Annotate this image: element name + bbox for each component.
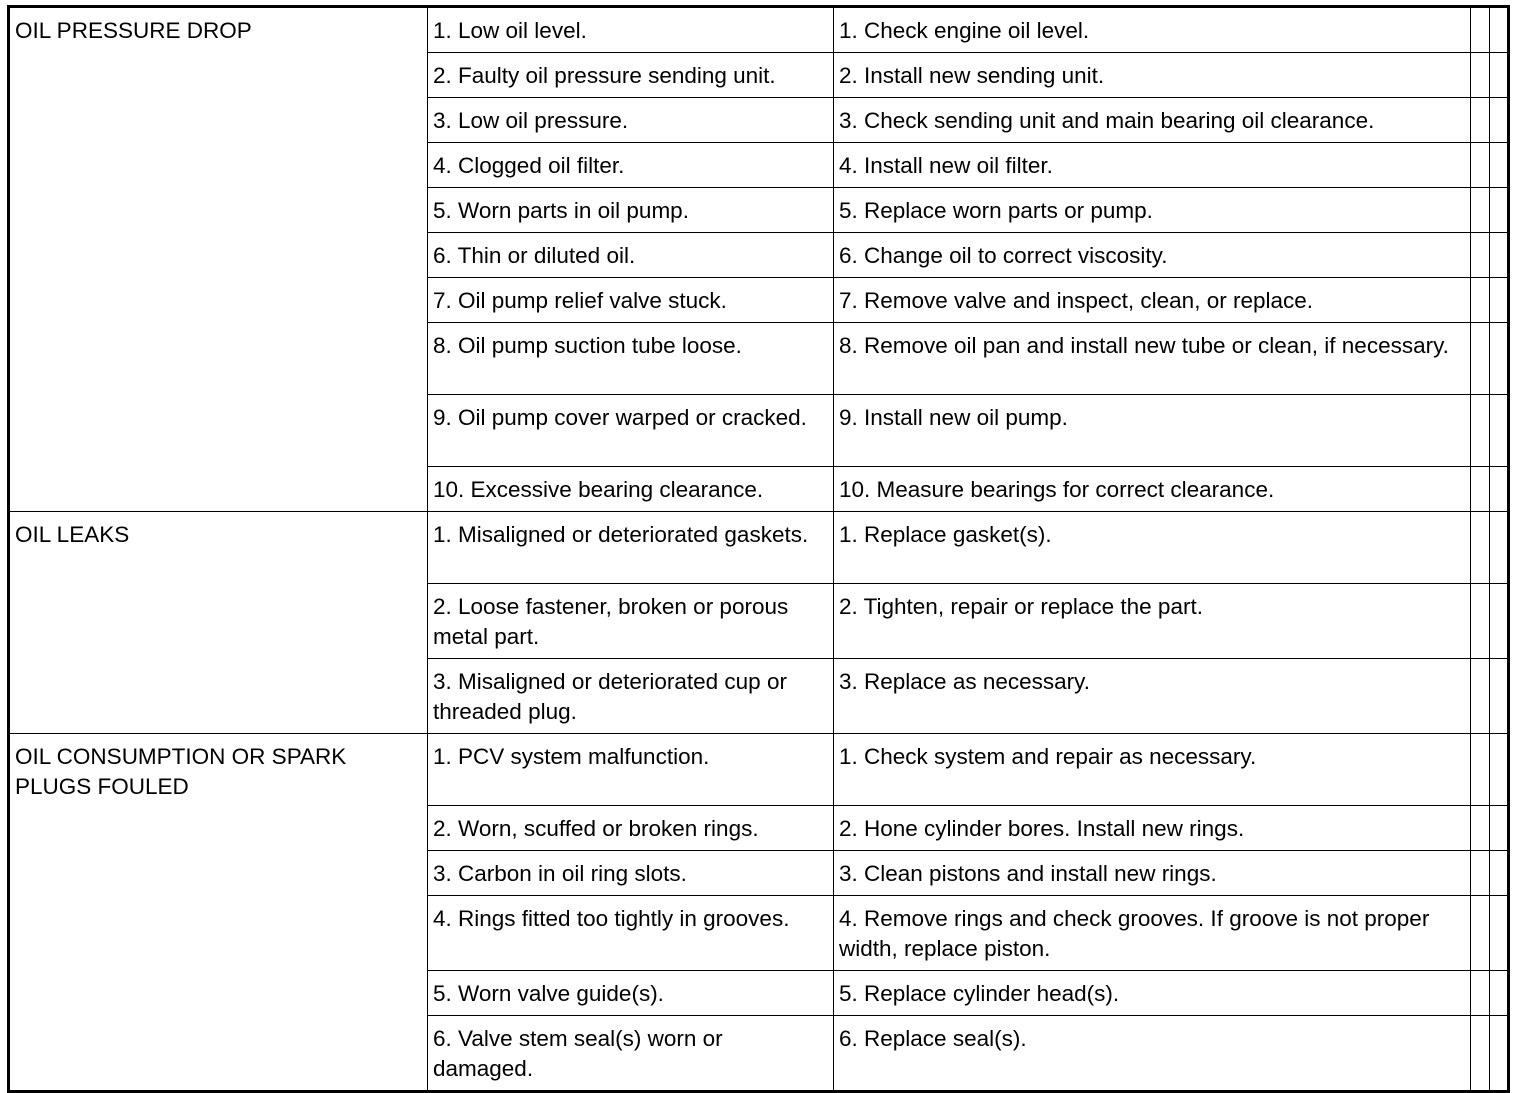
correction-cell: 1. Check engine oil level. <box>834 7 1471 53</box>
correction-cell: 5. Replace cylinder head(s). <box>834 971 1471 1016</box>
check-cell <box>1471 143 1490 188</box>
cause-cell: 2. Faulty oil pressure sending unit. <box>428 53 834 98</box>
correction-cell: 3. Check sending unit and main bearing oil clearance. <box>834 98 1471 143</box>
correction-cell: 9. Install new oil pump. <box>834 395 1471 467</box>
condition-cell: OIL PRESSURE DROP <box>9 7 428 512</box>
check-cell <box>1490 806 1509 851</box>
correction-cell: 2. Install new sending unit. <box>834 53 1471 98</box>
check-cell <box>1490 143 1509 188</box>
correction-cell: 1. Replace gasket(s). <box>834 512 1471 584</box>
cause-cell: 5. Worn parts in oil pump. <box>428 188 834 233</box>
check-cell <box>1471 971 1490 1016</box>
check-cell <box>1490 659 1509 734</box>
check-cell <box>1490 188 1509 233</box>
correction-cell: 2. Tighten, repair or replace the part. <box>834 584 1471 659</box>
check-cell <box>1471 323 1490 395</box>
check-cell <box>1490 896 1509 971</box>
check-cell <box>1490 971 1509 1016</box>
check-cell <box>1490 233 1509 278</box>
cause-cell: 10. Excessive bearing clearance. <box>428 467 834 512</box>
correction-cell: 3. Clean pistons and install new rings. <box>834 851 1471 896</box>
table-row <box>9 734 1509 806</box>
cause-cell: 1. Low oil level. <box>428 7 834 53</box>
correction-cell: 1. Check system and repair as necessary. <box>834 734 1471 806</box>
cause-cell: 3. Low oil pressure. <box>428 98 834 143</box>
check-cell <box>1490 467 1509 512</box>
check-cell <box>1490 584 1509 659</box>
check-cell <box>1471 659 1490 734</box>
check-cell <box>1471 806 1490 851</box>
check-cell <box>1471 395 1490 467</box>
cause-cell: 3. Misaligned or deteriorated cup or threaded plug. <box>428 659 834 734</box>
check-cell <box>1490 53 1509 98</box>
cause-cell: 9. Oil pump cover warped or cracked. <box>428 395 834 467</box>
check-cell <box>1471 53 1490 98</box>
correction-cell: 2. Hone cylinder bores. Install new rings. <box>834 806 1471 851</box>
check-cell <box>1471 233 1490 278</box>
check-cell <box>1471 7 1490 53</box>
table-row <box>9 7 1509 53</box>
check-cell <box>1471 851 1490 896</box>
cause-cell: 4. Clogged oil filter. <box>428 143 834 188</box>
check-cell <box>1471 584 1490 659</box>
cause-cell: 1. Misaligned or deteriorated gaskets. <box>428 512 834 584</box>
condition-cell: OIL CONSUMPTION OR SPARK PLUGS FOULED <box>9 734 428 1092</box>
check-cell <box>1471 734 1490 806</box>
cause-cell: 6. Thin or diluted oil. <box>428 233 834 278</box>
correction-cell: 10. Measure bearings for correct clearance. <box>834 467 1471 512</box>
check-cell <box>1490 278 1509 323</box>
cause-cell: 7. Oil pump relief valve stuck. <box>428 278 834 323</box>
cause-cell: 8. Oil pump suction tube loose. <box>428 323 834 395</box>
check-cell <box>1471 98 1490 143</box>
cause-cell: 6. Valve stem seal(s) worn or damaged. <box>428 1016 834 1092</box>
check-cell <box>1490 98 1509 143</box>
check-cell <box>1471 896 1490 971</box>
check-cell <box>1471 188 1490 233</box>
correction-cell: 8. Remove oil pan and install new tube or clean, if necessary. <box>834 323 1471 395</box>
check-cell <box>1471 1016 1490 1092</box>
cause-cell: 3. Carbon in oil ring slots. <box>428 851 834 896</box>
correction-cell: 6. Replace seal(s). <box>834 1016 1471 1092</box>
check-cell <box>1490 1016 1509 1092</box>
cause-cell: 1. PCV system malfunction. <box>428 734 834 806</box>
correction-cell: 7. Remove valve and inspect, clean, or replace. <box>834 278 1471 323</box>
check-cell <box>1471 278 1490 323</box>
diagnosis-table <box>7 5 1510 1093</box>
check-cell <box>1490 395 1509 467</box>
correction-cell: 6. Change oil to correct viscosity. <box>834 233 1471 278</box>
cause-cell: 2. Loose fastener, broken or porous metal part. <box>428 584 834 659</box>
check-cell <box>1490 323 1509 395</box>
check-cell <box>1471 467 1490 512</box>
correction-cell: 4. Remove rings and check grooves. If groove is not proper width, replace piston. <box>834 896 1471 971</box>
condition-cell: OIL LEAKS <box>9 512 428 734</box>
check-cell <box>1490 512 1509 584</box>
correction-cell: 3. Replace as necessary. <box>834 659 1471 734</box>
check-cell <box>1490 734 1509 806</box>
correction-cell: 5. Replace worn parts or pump. <box>834 188 1471 233</box>
check-cell <box>1490 7 1509 53</box>
cause-cell: 5. Worn valve guide(s). <box>428 971 834 1016</box>
cause-cell: 4. Rings fitted too tightly in grooves. <box>428 896 834 971</box>
table-row <box>9 512 1509 584</box>
correction-cell: 4. Install new oil filter. <box>834 143 1471 188</box>
cause-cell: 2. Worn, scuffed or broken rings. <box>428 806 834 851</box>
check-cell <box>1490 851 1509 896</box>
check-cell <box>1471 512 1490 584</box>
